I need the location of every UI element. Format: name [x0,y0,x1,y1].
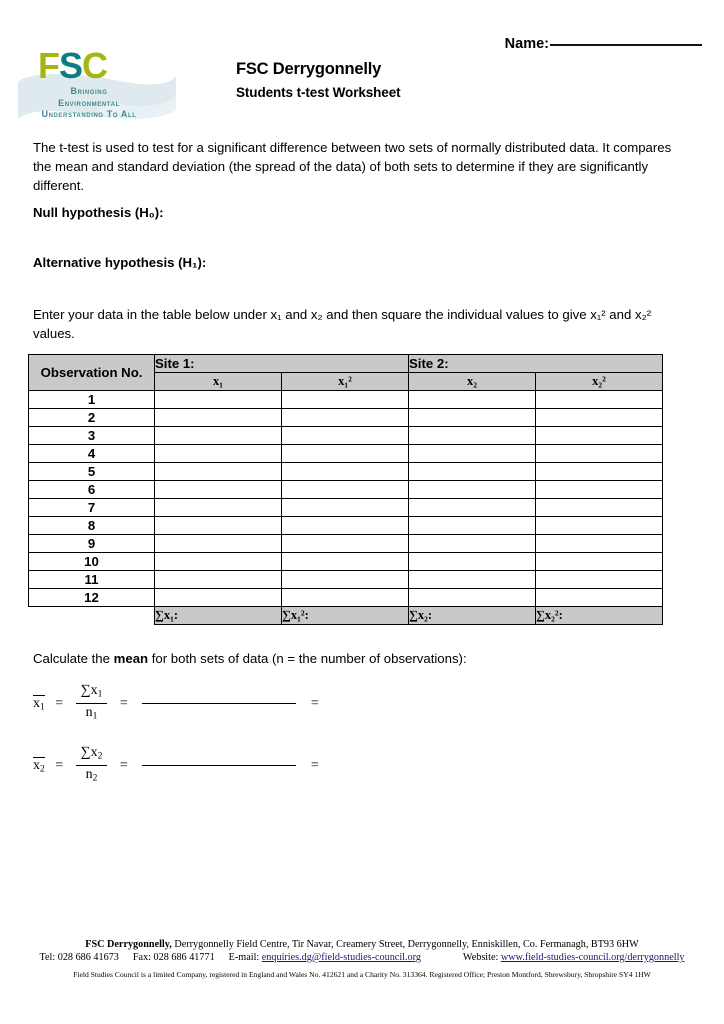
mean-fraction-2 [76,745,108,787]
row-number: 3 [29,427,155,445]
x2-bar-sub: 2 [40,764,45,775]
logo-letter-c: C [82,45,108,86]
table-row [29,409,663,427]
denominator-sub-1: 1 [92,711,98,722]
x1-bar-base: x [33,696,40,712]
name-blank-line[interactable] [550,44,702,46]
cell-x2-squared[interactable] [536,391,663,409]
cell-x1[interactable] [155,463,282,481]
table-row [29,463,663,481]
cell-x2-squared[interactable] [536,481,663,499]
page-subtitle: Students t-test Worksheet [236,85,401,100]
cell-x2-squared[interactable] [536,517,663,535]
x1-bar-sub: 1 [40,702,45,713]
cell-x2[interactable] [409,535,536,553]
cell-x1-squared[interactable] [282,391,409,409]
numerator-base-1: ∑x [80,683,98,698]
cell-x1[interactable] [155,535,282,553]
header-x2-squared: x₂² [536,373,663,391]
row-number: 5 [29,463,155,481]
cell-x2-squared[interactable] [536,571,663,589]
alternative-hypothesis-label: Alternative hypothesis (H₁): [33,255,207,270]
denominator-sub-2: 2 [92,773,98,784]
logo-letter-f: F [38,45,59,86]
row-number: 9 [29,535,155,553]
tagline-line-3: Understanding To All [41,109,137,119]
sum-x1[interactable]: ∑x₁: [155,607,282,625]
footer-address: Derrygonnelly Field Centre, Tir Navar, Creamery Street, Derrygonnelly, Enniskillen, Co. Fermanagh, BT93 6HW [171,939,639,950]
equals-sign-2a: = [55,758,64,774]
footer-website-label: Website: [462,952,501,963]
cell-x1[interactable] [155,517,282,535]
logo-tagline [16,86,162,121]
cell-x2[interactable] [409,589,536,607]
equals-sign-1a: = [55,696,64,712]
calc-text-bold: mean [113,651,149,666]
x1-bar-symbol [33,695,45,715]
header-site-2: Site 2: [409,355,663,373]
cell-x2[interactable] [409,553,536,571]
enter-data-instruction: Enter your data in the table below under x₁ and x₂ and then square the individual values to give x₁² and x₂² values. [33,307,652,341]
cell-x2[interactable] [409,445,536,463]
denominator-base-2: n [85,767,93,783]
numerator-base-2: ∑x [80,745,98,760]
header-observation-no: Observation No. [29,355,155,391]
cell-x2-squared[interactable] [536,535,663,553]
cell-x1[interactable] [155,571,282,589]
row-number: 11 [29,571,155,589]
cell-x1[interactable] [155,427,282,445]
fraction-numerator-2 [76,745,108,766]
mean-formula-1 [33,683,326,725]
fsc-lettermark [38,46,107,86]
mean-fraction-1 [76,683,108,725]
cell-x1-squared[interactable] [282,409,409,427]
name-field [505,36,702,52]
row-number: 1 [29,391,155,409]
fraction-denominator-2 [76,766,108,786]
cell-x1-squared[interactable] [282,571,409,589]
cell-x1[interactable] [155,409,282,427]
sum-x2-squared[interactable]: ∑x₂²: [536,607,663,625]
cell-x1[interactable] [155,481,282,499]
page-title: FSC Derrygonnelly [236,60,382,78]
table-row [29,517,663,535]
cell-x2[interactable] [409,409,536,427]
cell-x2-squared[interactable] [536,553,663,571]
intro-paragraph: The t-test is used to test for a significant difference between two sets of normally distributed data. It compares the mean and standard deviation (the spread of the data) of both sets to determine if they are significantly different. [33,140,672,193]
table-row [29,445,663,463]
equals-sign-1c: = [310,696,319,712]
sum-row-spacer [29,607,155,625]
cell-x1-squared[interactable] [282,481,409,499]
page-footer [0,938,724,982]
cell-x1-squared[interactable] [282,535,409,553]
row-number: 7 [29,499,155,517]
cell-x1[interactable] [155,553,282,571]
cell-x1-squared[interactable] [282,553,409,571]
header-x2: x₂ [409,373,536,391]
row-number: 6 [29,481,155,499]
cell-x1[interactable] [155,589,282,607]
table-row [29,535,663,553]
cell-x2[interactable] [409,571,536,589]
table-row [29,481,663,499]
x2-bar-base: x [33,758,40,774]
footer-tel: Tel: 028 686 41673 [39,952,119,963]
cell-x2[interactable] [409,481,536,499]
footer-email-link[interactable]: enquiries.dg@field-studies-council.org [261,952,421,963]
answer-blank-2[interactable] [142,765,296,766]
cell-x1-squared[interactable] [282,589,409,607]
cell-x2-squared[interactable] [536,445,663,463]
cell-x2-squared[interactable] [536,589,663,607]
table-row [29,499,663,517]
cell-x1-squared[interactable] [282,463,409,481]
row-number: 2 [29,409,155,427]
footer-website-link[interactable]: www.field-studies-council.org/derrygonnelly [500,952,685,963]
table-row [29,553,663,571]
row-number: 12 [29,589,155,607]
cell-x2-squared[interactable] [536,427,663,445]
cell-x1-squared[interactable] [282,499,409,517]
cell-x1[interactable] [155,391,282,409]
equals-sign-2b: = [119,758,128,774]
cell-x1-squared[interactable] [282,427,409,445]
calculate-mean-instruction [33,651,467,666]
tagline-line-2: Environmental [58,97,120,108]
mean-formula-2 [33,745,326,787]
cell-x2[interactable] [409,463,536,481]
cell-x2-squared[interactable] [536,409,663,427]
denominator-base-1: n [85,705,93,721]
x2-bar-symbol [33,757,45,777]
footer-email-label: E-mail: [228,952,262,963]
calc-text-post: for both sets of data (n = the number of observations): [148,651,467,666]
sum-x1-squared[interactable]: ∑x₁²: [282,607,409,625]
cell-x1[interactable] [155,499,282,517]
calc-text-pre: Calculate the [33,651,114,666]
table-row [29,571,663,589]
table-row [29,391,663,409]
cell-x2[interactable] [409,391,536,409]
tagline-line-1: Bringing [70,86,108,96]
null-hypothesis-label: Null hypothesis (H₀): [33,205,164,220]
footer-address-line [0,938,724,951]
footer-fax: Fax: 028 686 41771 [132,952,215,963]
footer-legal-text: Field Studies Council is a limited Company, registered in England and Wales No. 412621 and a Charity No. 313364. Registered Office; Preston Montford, Shrewsbury, Shropshire SY4 1HW [73,970,651,979]
table-header-row-sites [29,355,663,373]
sum-x2[interactable]: ∑x₂: [409,607,536,625]
cell-x1[interactable] [155,445,282,463]
data-entry-table [28,354,663,625]
fraction-denominator-1 [76,704,108,724]
row-number: 10 [29,553,155,571]
cell-x2[interactable] [409,427,536,445]
name-label: Name: [504,36,549,52]
header-site-1: Site 1: [155,355,409,373]
cell-x2-squared[interactable] [536,463,663,481]
table-sum-row [29,607,663,625]
cell-x2[interactable] [409,499,536,517]
cell-x1-squared[interactable] [282,517,409,535]
footer-org-name: FSC Derrygonnelly, [85,939,172,950]
row-number: 4 [29,445,155,463]
cell-x1-squared[interactable] [282,445,409,463]
fraction-numerator-1 [76,683,108,704]
answer-blank-1[interactable] [142,703,296,704]
table-row [29,427,663,445]
equals-sign-1b: = [119,696,128,712]
footer-contact-line [0,951,724,965]
fsc-logo [16,46,176,138]
equals-sign-2c: = [310,758,319,774]
header-x1: x₁ [155,373,282,391]
logo-letter-s: S [59,45,83,86]
header-x1-squared: x₁² [282,373,409,391]
cell-x2-squared[interactable] [536,499,663,517]
row-number: 8 [29,517,155,535]
cell-x2[interactable] [409,517,536,535]
numerator-sub-1: 1 [97,689,103,700]
numerator-sub-2: 2 [97,751,103,762]
table-row [29,589,663,607]
